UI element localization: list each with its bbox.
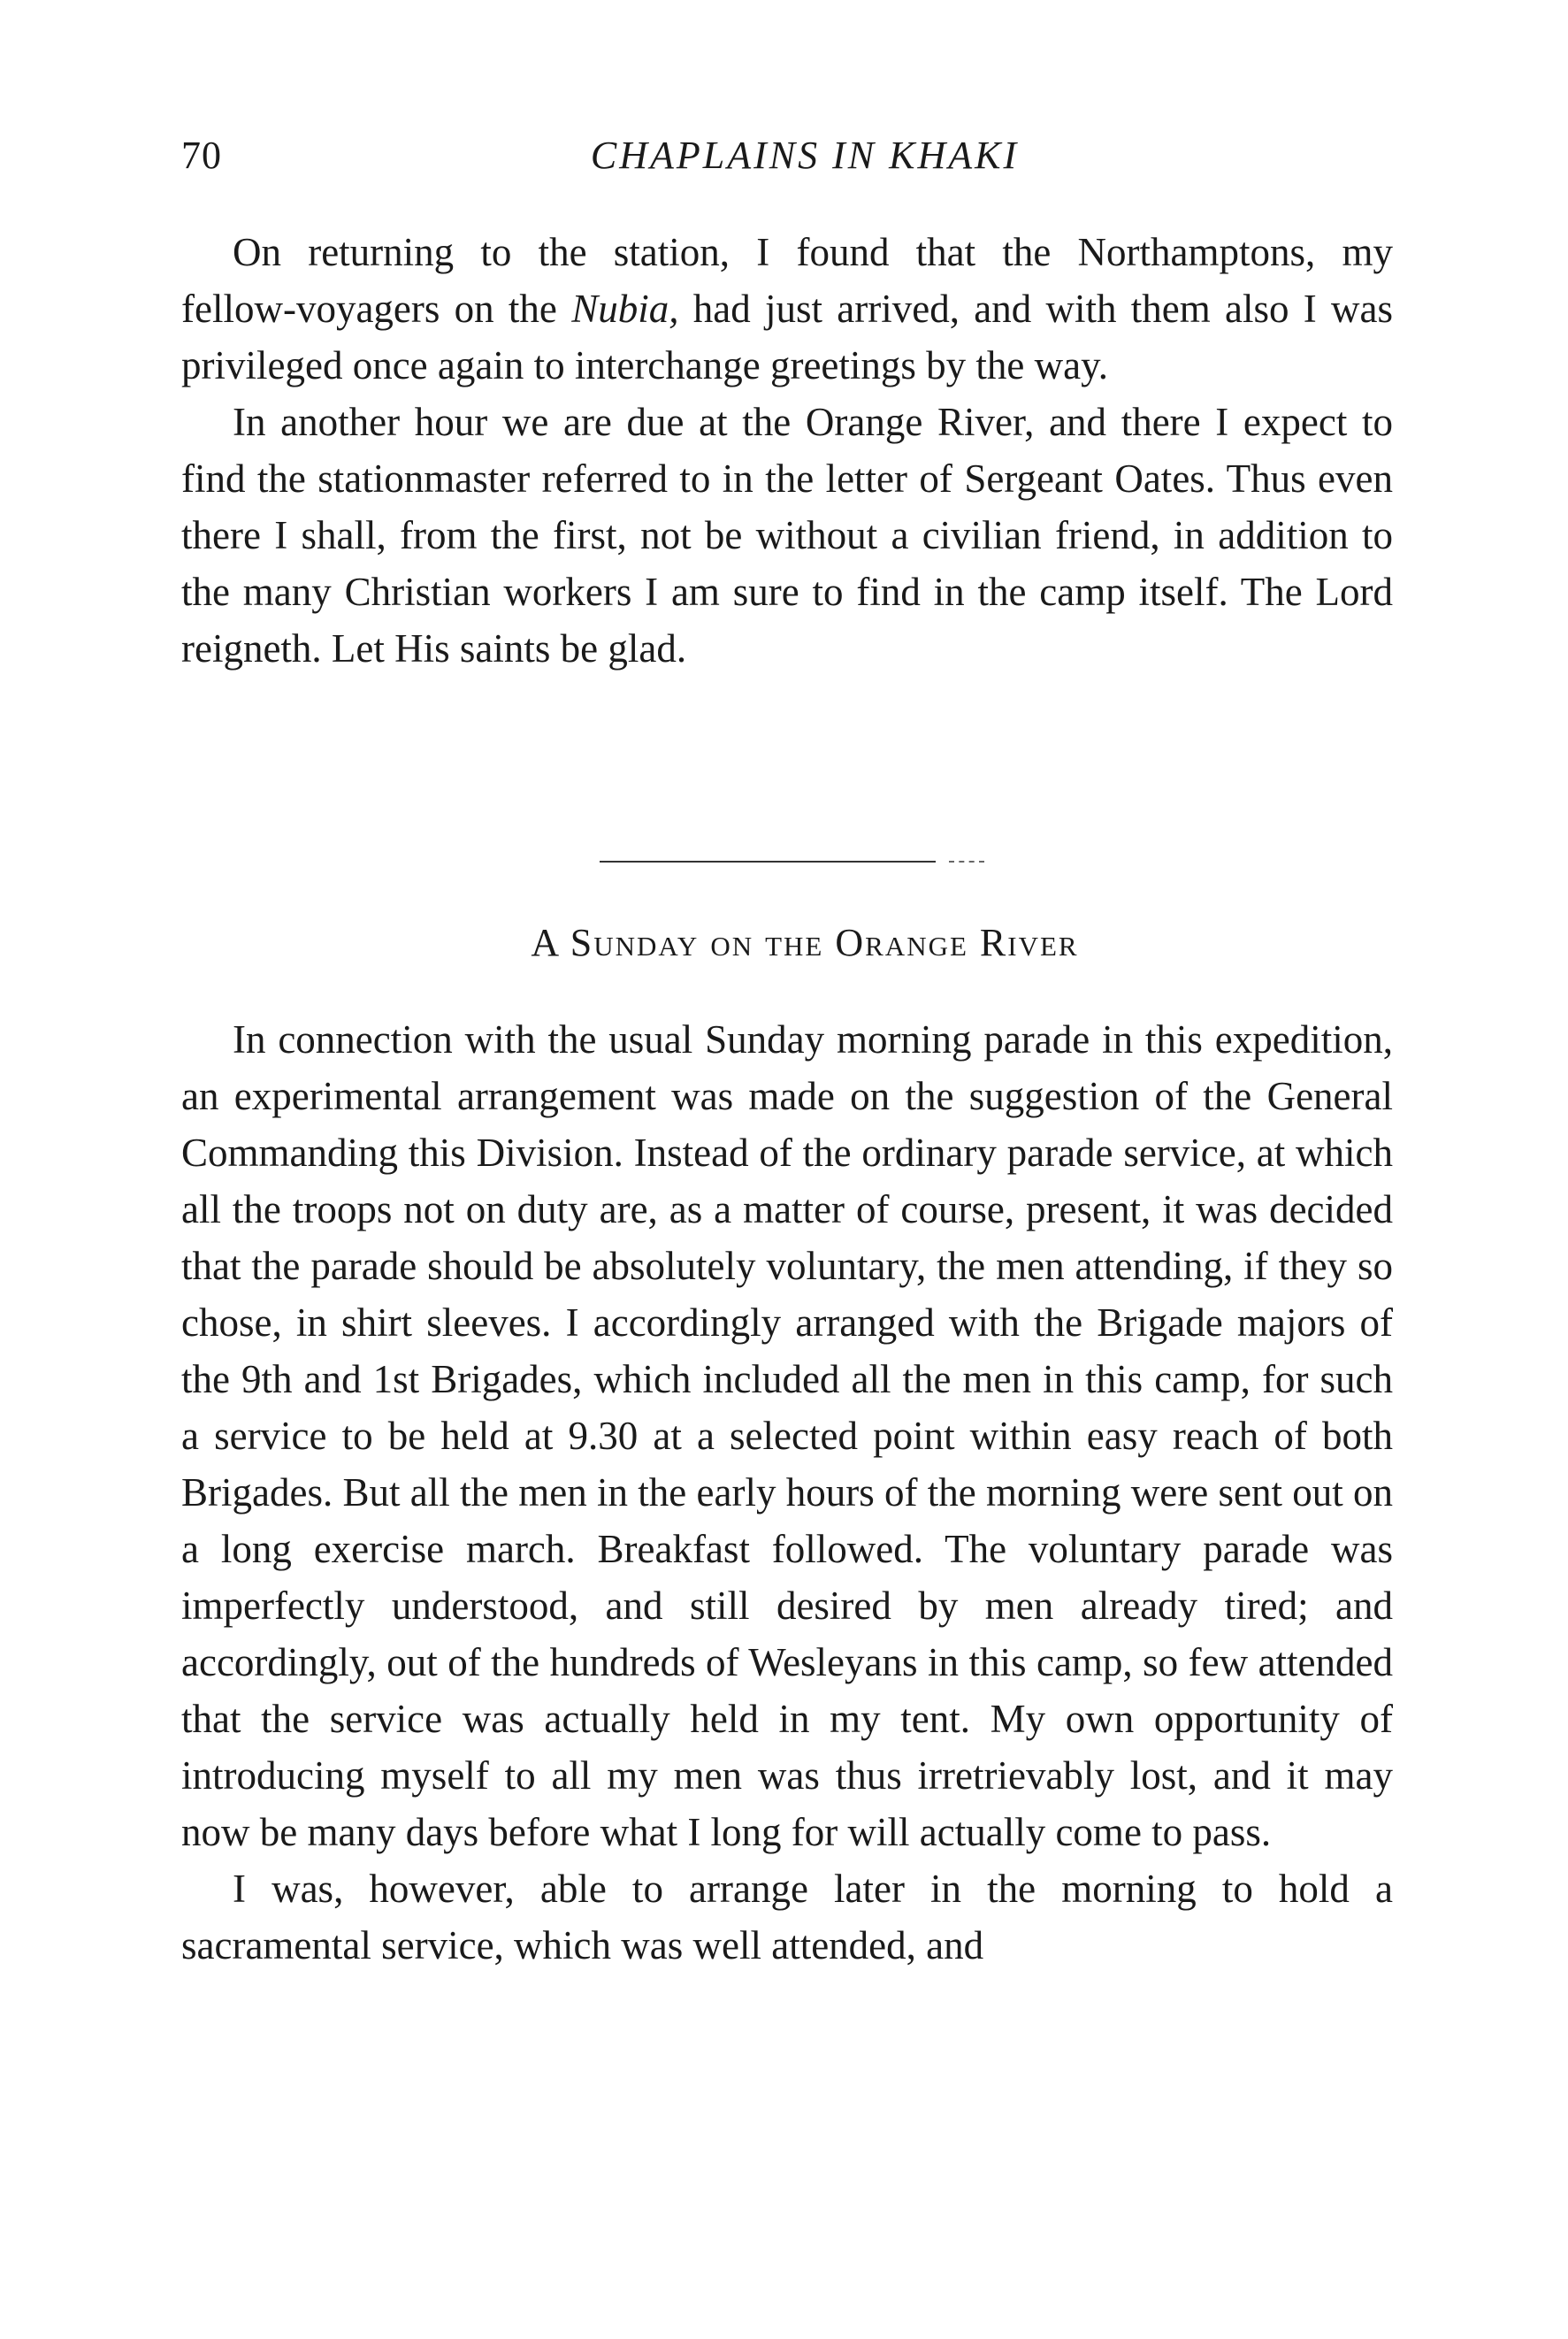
paragraph-text: had just arrived, and with them also I was privileged once again to interchange greetings by the way. [181, 287, 1393, 387]
running-title: CHAPLAINS IN KHAKI [590, 134, 1020, 177]
ship-name: Nubia, [571, 287, 679, 331]
section-heading: A Sunday on the Orange River [531, 921, 1079, 964]
section-divider [600, 861, 936, 863]
paragraph: In another hour we are due at the Orange River, and there I expect to find the stationmaster referred to in the letter of Sergeant Oates. Thus even there I shall, from the first, not be without a civilian friend, in addition to the many Christian workers I am sure to find in the camp itself. The Lord reigneth. Let His saints be glad. [181, 400, 1393, 671]
paragraph-text: On returning to the station, I found that the Northamptons, my fellow‑voyagers on the [181, 230, 1393, 331]
paragraph: In connection with the usual Sunday morning parade in this expedition, an experimental arrangement was made on the suggestion of the General Commanding this Division. Instead of the ordinary parade service, at which all the troops not on duty are, as a matter of course, present, it was decided that the parade should be absolutely voluntary, the men attending, if they so chose, in shirt sleeves. I accordingly arranged with the Brigade majors of the 9th and 1st Brigades, which included all the men in this camp, for such a service to be held at 9.30 at a selected point within easy reach of both Brigades. But all the men in the early hours of the morning were sent out on a long exercise march. Breakfast followed. The voluntary parade was imperfectly understood, and still desired by men already tired; and accordingly, out of the hundreds of Wesleyans in this camp, so few attended that the service was actually held in my tent. My own opportunity of introducing myself to all my men was thus irretrievably lost, and it may now be many days before what I long for will actually come to pass. [181, 1017, 1393, 1854]
page-header [181, 133, 1393, 186]
paragraph: I was, however, able to arrange later in the morning to hold a sacramental service, which was well attended, and [181, 1867, 1393, 1967]
section-two-body [181, 1011, 1393, 1974]
page-number: 70 [181, 134, 222, 177]
paragraph [181, 224, 1393, 394]
section-one-body [181, 224, 1393, 677]
